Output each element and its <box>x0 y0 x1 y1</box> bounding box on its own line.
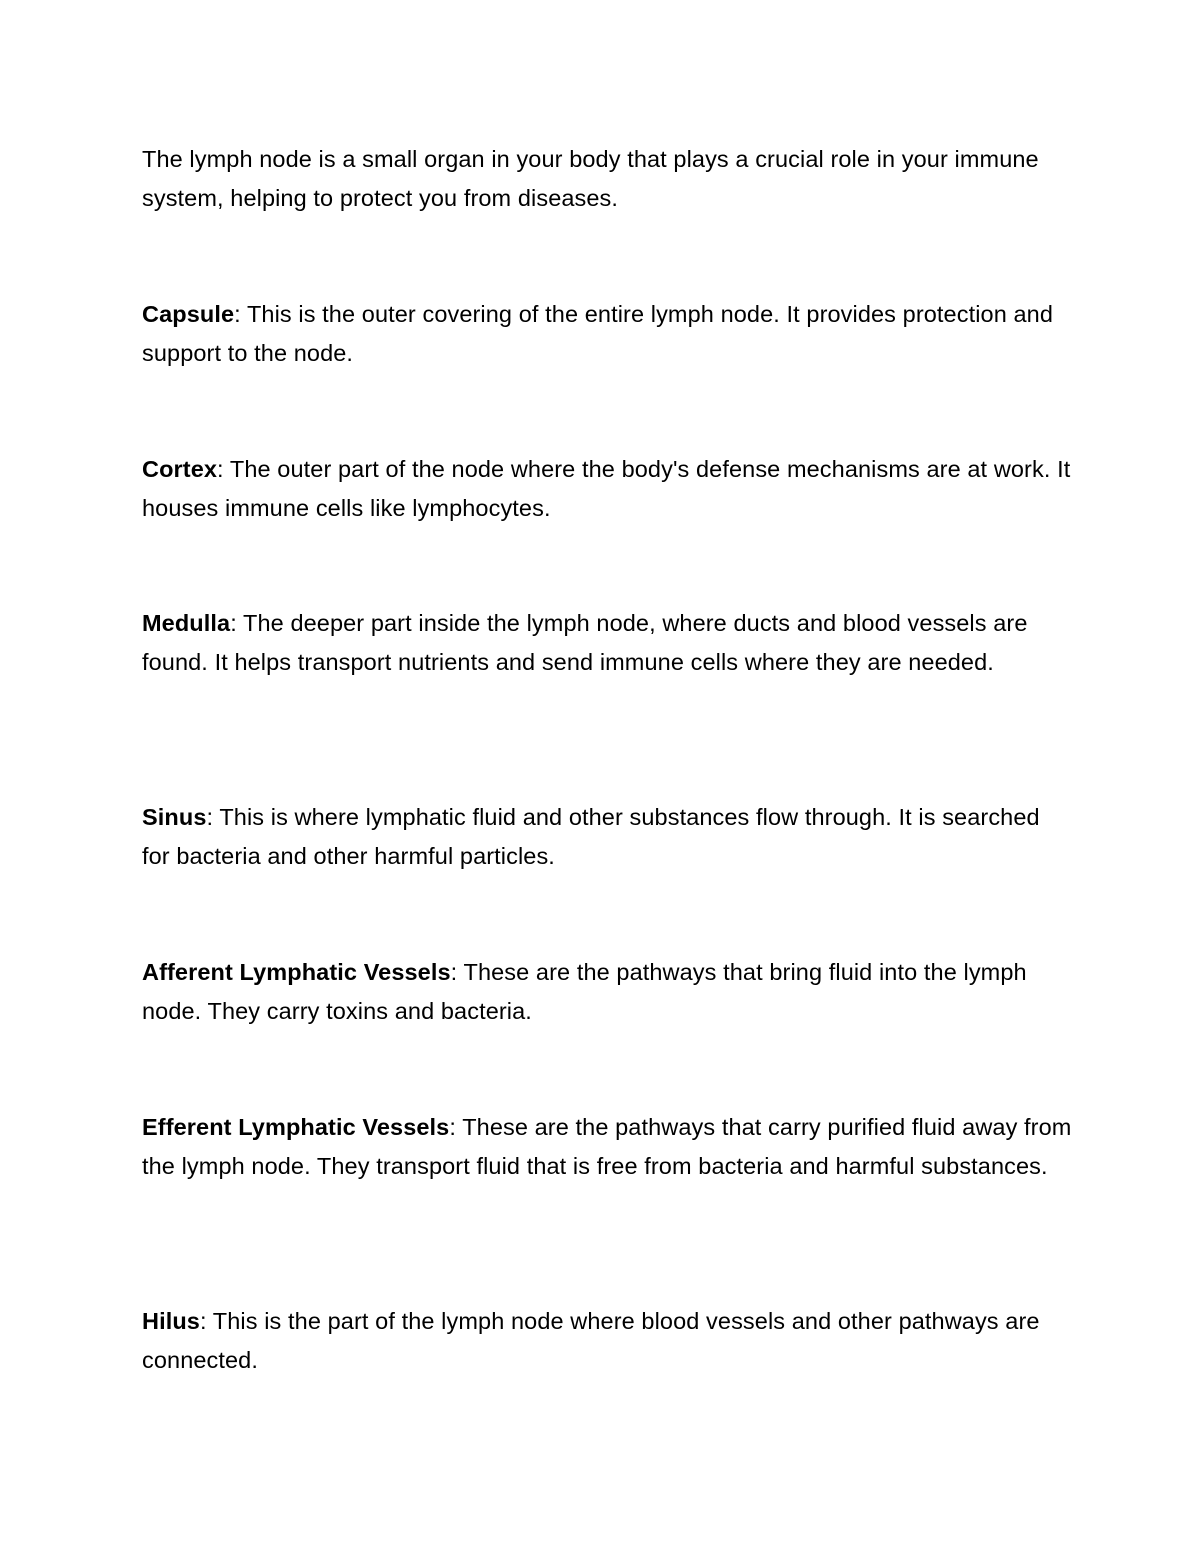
term-label: Efferent Lymphatic Vessels <box>142 1114 450 1140</box>
definition-text: : The deeper part inside the lymph node, where ducts and blood vessels are found. It helps transport nutrients and send immune cells where they are needed. <box>142 610 1028 675</box>
definition-cortex <box>142 450 1072 528</box>
definition-afferent-lymphatic-vessels <box>142 953 1072 1031</box>
term-label: Afferent Lymphatic Vessels <box>142 959 451 985</box>
term-label: Capsule <box>142 301 235 327</box>
definition-text: : These are the pathways that bring fluid into the lymph node. They carry toxins and bacteria. <box>142 959 1027 1024</box>
term-label: Medulla <box>142 610 231 636</box>
definition-sinus <box>142 798 1072 876</box>
term-label: Sinus <box>142 804 207 830</box>
definition-text: : This is where lymphatic fluid and other substances flow through. It is searched for bacteria and other harmful particles. <box>142 804 1040 869</box>
definition-medulla <box>142 604 1072 682</box>
intro-paragraph: The lymph node is a small organ in your body that plays a crucial role in your immune system, helping to protect you from diseases. <box>142 146 1039 211</box>
definition-text: : This is the part of the lymph node where blood vessels and other pathways are connected. <box>142 1308 1040 1373</box>
definition-text: : This is the outer covering of the entire lymph node. It provides protection and support to the node. <box>142 301 1053 366</box>
definition-capsule <box>142 295 1072 373</box>
definition-hilus <box>142 1302 1072 1380</box>
definition-text: : These are the pathways that carry purified fluid away from the lymph node. They transport fluid that is free from bacteria and harmful substances. <box>142 1114 1072 1179</box>
term-label: Cortex <box>142 456 218 482</box>
term-label: Hilus <box>142 1308 200 1334</box>
definition-text: : The outer part of the node where the body's defense mechanisms are at work. It houses immune cells like lymphocytes. <box>142 456 1071 521</box>
definition-efferent-lymphatic-vessels <box>142 1108 1072 1186</box>
